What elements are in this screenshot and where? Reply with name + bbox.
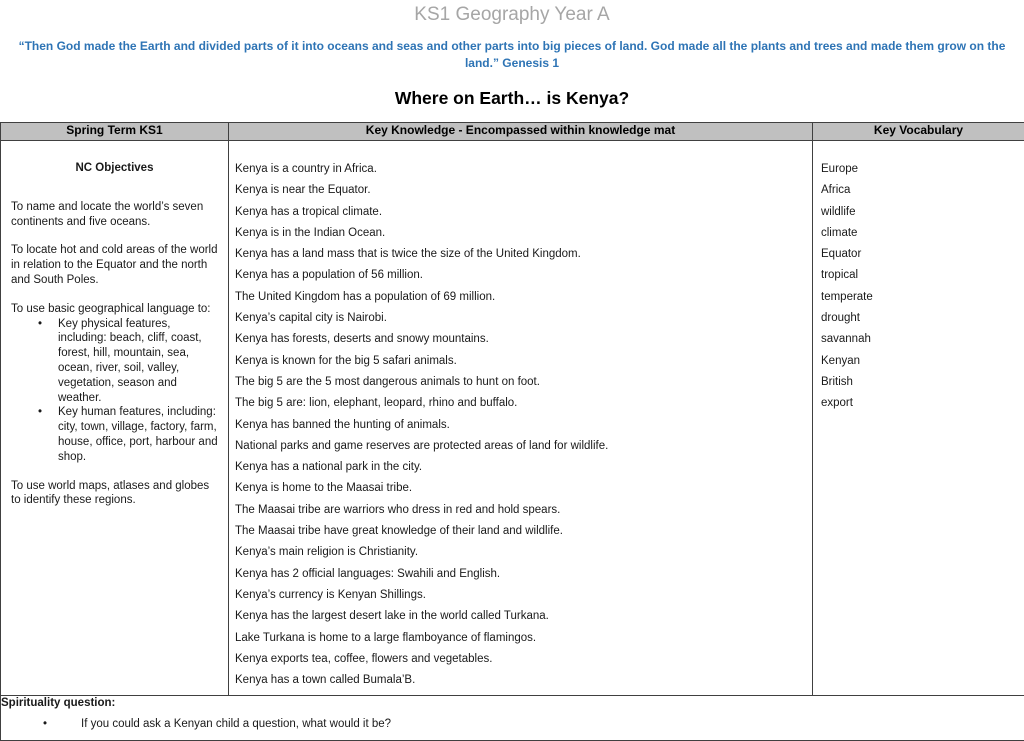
knowledge-statement: Kenya has 2 official languages: Swahili and English. [235, 568, 806, 581]
table-footer-row [1, 696, 1024, 741]
objective-bullet: • Key physical features, including: beach, cliff, coast, forest, hill, mountain, sea, ocean, river, soil, valley, vegetation, season and weather. [11, 317, 218, 406]
vocabulary-word: wildlife [821, 206, 1016, 219]
knowledge-statement: Kenya has a town called Bumala’B. [235, 674, 806, 687]
knowledge-statement: Kenya has banned the hunting of animals. [235, 419, 806, 432]
vocabulary-word: savannah [821, 333, 1016, 346]
objective-paragraph: To use basic geographical language to: [11, 302, 218, 317]
knowledge-statement: The Maasai tribe are warriors who dress in red and hold spears. [235, 504, 806, 517]
spirituality-question-label: Spirituality question: [1, 696, 1024, 710]
column-header-key-vocabulary: Key Vocabulary [813, 123, 1024, 141]
column-header-spring-term: Spring Term KS1 [1, 123, 229, 141]
column-header-key-knowledge: Key Knowledge - Encompassed within knowledge mat [229, 123, 813, 141]
knowledge-statement: Kenya has a land mass that is twice the size of the United Kingdom. [235, 248, 806, 261]
knowledge-statement: The big 5 are the 5 most dangerous animals to hunt on foot. [235, 376, 806, 389]
objectives-cell [1, 141, 229, 696]
spirituality-cell [1, 696, 1024, 741]
vocabulary-word: Equator [821, 248, 1016, 261]
scripture-quote: “Then God made the Earth and divided parts of it into oceans and seas and other parts into big pieces of land. God made all the plants and trees and made them grow on the land.” Genesis 1 [4, 38, 1020, 72]
knowledge-statement: National parks and game reserves are protected areas of land for wildlife. [235, 440, 806, 453]
spirituality-question-bullet: • If you could ask a Kenyan child a question, what would it be? [1, 718, 1024, 731]
vocabulary-cell [813, 141, 1024, 696]
knowledge-statement: Lake Turkana is home to a large flamboyance of flamingos. [235, 632, 806, 645]
objective-bullet: • Key human features, including: city, town, village, factory, farm, house, office, port, harbour and shop. [11, 405, 218, 464]
vocabulary-word: temperate [821, 291, 1016, 304]
knowledge-statement: The Maasai tribe have great knowledge of their land and wildlife. [235, 525, 806, 538]
knowledge-statement: Kenya is near the Equator. [235, 184, 806, 197]
doc-title: KS1 Geography Year A [0, 3, 1024, 27]
knowledge-statement: Kenya has a tropical climate. [235, 206, 806, 219]
knowledge-statement: The United Kingdom has a population of 69 million. [235, 291, 806, 304]
vocabulary-word: Africa [821, 184, 1016, 197]
nc-objectives-heading: NC Objectives [11, 161, 218, 176]
knowledge-statement: Kenya’s main religion is Christianity. [235, 546, 806, 559]
objective-paragraph: To use world maps, atlases and globes to identify these regions. [11, 479, 218, 509]
vocabulary-word: export [821, 397, 1016, 410]
knowledge-statement: Kenya has forests, deserts and snowy mountains. [235, 333, 806, 346]
knowledge-statement: Kenya is a country in Africa. [235, 163, 806, 176]
knowledge-statement: Kenya has a national park in the city. [235, 461, 806, 474]
vocabulary-word: tropical [821, 269, 1016, 282]
vocabulary-word: climate [821, 227, 1016, 240]
knowledge-statement: Kenya exports tea, coffee, flowers and vegetables. [235, 653, 806, 666]
vocabulary-word: Kenyan [821, 355, 1016, 368]
page-title: Where on Earth… is Kenya? [0, 87, 1024, 109]
knowledge-statement: Kenya is home to the Maasai tribe. [235, 482, 806, 495]
vocabulary-word: British [821, 376, 1016, 389]
knowledge-mat-table [0, 122, 1024, 741]
objective-paragraph: To locate hot and cold areas of the world in relation to the Equator and the north and South Poles. [11, 243, 218, 287]
knowledge-statement: Kenya is in the Indian Ocean. [235, 227, 806, 240]
knowledge-statement: Kenya has the largest desert lake in the world called Turkana. [235, 610, 806, 623]
knowledge-cell [229, 141, 813, 696]
table-header-row [1, 123, 1024, 141]
knowledge-statement: Kenya’s currency is Kenyan Shillings. [235, 589, 806, 602]
knowledge-statement: Kenya’s capital city is Nairobi. [235, 312, 806, 325]
knowledge-list [229, 141, 812, 687]
knowledge-statement: Kenya is known for the big 5 safari animals. [235, 355, 806, 368]
vocabulary-word: drought [821, 312, 1016, 325]
knowledge-statement: The big 5 are: lion, elephant, leopard, rhino and buffalo. [235, 397, 806, 410]
knowledge-statement: Kenya has a population of 56 million. [235, 269, 806, 282]
table-body-row [1, 141, 1024, 696]
objective-paragraph: To name and locate the world’s seven continents and five oceans. [11, 200, 218, 230]
objective-bullet-list [11, 317, 218, 465]
vocabulary-list [813, 141, 1024, 410]
vocabulary-word: Europe [821, 163, 1016, 176]
